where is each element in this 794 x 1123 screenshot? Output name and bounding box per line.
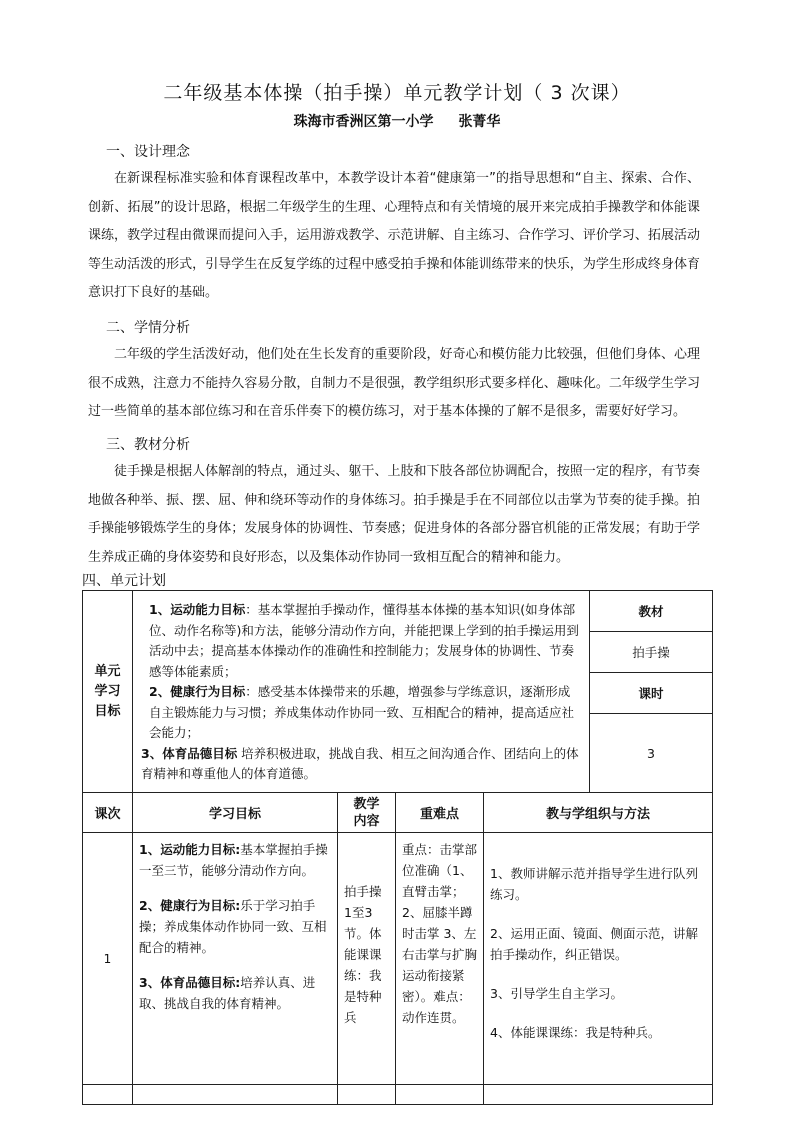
- material-label: 教材: [590, 591, 713, 632]
- subtitle: [0, 111, 794, 131]
- section-text-material: 徒手操是根据人体解剖的特点，通过头、躯干、上肢和下肢各部位协调配合，按照一定的程序，有节奏地做各种举、振、摆、屈、伸和绕环等动作的身体练习。拍手操是手在不同部位以击掌为节奏的徒手操。拍手操能够锻炼学生的身体；发展身体的协调性、节奏感；促进身体的各部分器官机能的正常发展；有助于学生养成正确的身体姿势和良好形态，以及集体动作协同一致相互配合的精神和能力。: [88, 464, 700, 565]
- section-heading-students: 二、学情分析: [106, 320, 190, 336]
- unit-goal-1: 1、运动能力目标：基本掌握拍手操动作，懂得基本体操的基本知识(如身体部位、动作名称等)和方法，能够分清动作方向，并能把课上学到的拍手操运用到活动中去；提高基本体操动作的准确性和控制能力；发展身体的协调性、节奏感等体能素质；: [149, 602, 579, 679]
- section-heading-design: 一、设计理念: [106, 144, 190, 160]
- header-lesson: 课次: [83, 793, 133, 833]
- lesson-methods: 1、教师讲解示范并指导学生进行队列练习。 2、运用正面、镜面、侧面示范，讲解拍手操动作，纠正错误。 3、引导学生自主学习。 4、体能课课练：我是特种兵。: [484, 833, 713, 1085]
- table-row-empty: [83, 1085, 713, 1105]
- unit-goals-text: [133, 591, 590, 793]
- header-key: 重难点: [396, 793, 484, 833]
- hours-value: 3: [590, 714, 713, 793]
- lesson-key-points: 重点：击掌部位准确（1、直臂击掌；2、屈膝半蹲时击掌 3、左右击掌与扩胸运动衔接紧密）。难点：动作连贯。: [396, 833, 484, 1085]
- header-methods: 教与学组织与方法: [484, 793, 713, 833]
- lesson-content: 拍手操1至3节。体能课课练：我是特种兵: [338, 833, 396, 1085]
- section-text-students: 二年级的学生活泼好动，他们处在生长发育的重要阶段，好奇心和模仿能力比较强，但他们身体、心理很不成熟，注意力不能持久容易分散，自制力不是很强，教学组织形式要多样化、趣味化。二年级学生学习过一些简单的基本部位练习和在音乐伴奏下的模仿练习，对于基本体操的了解不是很多，需要好好学习。: [88, 347, 700, 420]
- page-title: 二年级基本体操（拍手操）单元教学计划（ 3 次课）: [163, 82, 631, 104]
- plan-heading: 四、单元计划: [82, 573, 166, 589]
- table-header-row: [83, 793, 713, 833]
- unit-goal-2: 2、健康行为目标：感受基本体操带来的乐趣，增强参与学练意识，逐渐形成自主锻炼能力与习惯；养成集体动作协同一致、互相配合的精神，提高适应社会能力；: [149, 684, 575, 741]
- lesson-number: 1: [83, 833, 133, 1085]
- section-text-design: 在新课程标准实验和体育课程改革中，本教学设计本着“健康第一”的指导思想和“自主、探索、合作、创新、拓展”的设计思路，根据二年级学生的生理、心理特点和有关情境的展开来完成拍手操教学和体能课课练，教学过程由微课而提问入手，运用游戏教学、示范讲解、自主练习、合作学习、评价学习、拓展活动等生动活泼的形式，引导学生在反复学练的过程中感受拍手操和体能训练带来的快乐，为学生形成终身体育意识打下良好的基础。: [88, 171, 700, 301]
- unit-goal-3: 3、体育品德目标 培养积极进取，挑战自我、相互之间沟通合作、团结向上的体育精神和尊重他人的体育道德。: [141, 745, 579, 782]
- table-row: [83, 591, 713, 632]
- lesson-goals: 1、运动能力目标:基本掌握拍手操一至三节，能够分清动作方向。 2、健康行为目标:乐于学习拍手操；养成集体动作协同一致、互相配合的精神。 3、体育品德目标:培养认真、进取、挑战自我的体育精神。: [133, 833, 338, 1085]
- school-name: 珠海市香洲区第一小学: [293, 114, 434, 130]
- teacher-name: 张菁华: [458, 114, 501, 130]
- hours-label: 课时: [590, 673, 713, 714]
- table-row: [83, 833, 713, 1085]
- section-heading-material: 三、教材分析: [106, 437, 190, 453]
- header-goals: 学习目标: [133, 793, 338, 833]
- header-content: 教学 内容: [338, 793, 396, 833]
- unit-plan-table: [82, 590, 713, 1105]
- material-value: 拍手操: [590, 632, 713, 673]
- unit-goals-label: 单元 学习 目标: [83, 591, 133, 793]
